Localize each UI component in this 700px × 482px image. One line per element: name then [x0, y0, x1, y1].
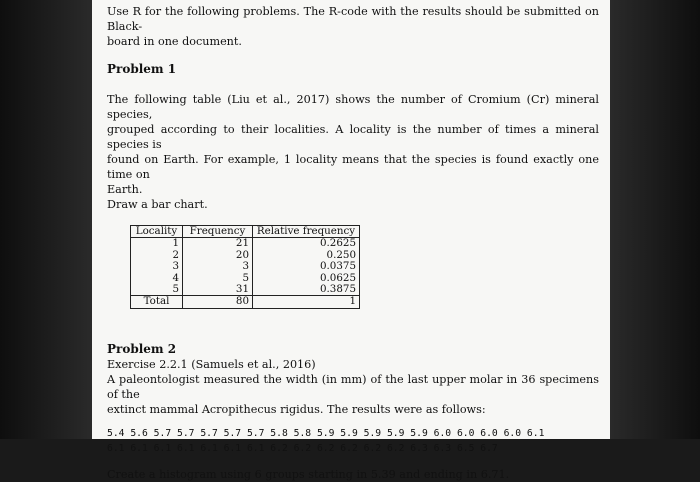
problem-2-instruction: Create a histogram using 6 groups starting in 5.39 and ending in 6.71. — [107, 467, 510, 481]
header-locality: Locality — [131, 226, 183, 238]
problem-2-line-2: extinct mammal Acropithecus rigidus. The results were as follows: — [107, 402, 486, 416]
table-cell: 0.250 — [253, 250, 360, 261]
table-cell: 31 — [183, 284, 253, 296]
data-line-2: 6.1 6.1 6.1 6.1 6.1 6.1 6.1 6.2 6.2 6.2 6.2 6.2 6.2 6.3 6.3 6.5 6.7 — [107, 442, 498, 454]
table-cell: 0.0375 — [253, 261, 360, 272]
total-label: Total — [131, 296, 183, 308]
problem-2-line-1: A paleontologist measured the width (in mm) of the last upper molar in 36 specimens of the — [107, 372, 599, 401]
problem-1-instruction: Draw a bar chart. — [107, 198, 208, 211]
total-relative-frequency: 1 — [253, 296, 360, 308]
document-page[interactable] — [92, 0, 610, 481]
document-content — [107, 4, 599, 482]
table-cell: 21 — [183, 238, 253, 250]
problem-1-line-1: The following table (Liu et al., 2017) shows the number of Cromium (Cr) mineral species, — [107, 93, 599, 121]
table-cell: 2 — [131, 250, 183, 261]
table-cell: 20 — [183, 250, 253, 261]
table-total-row — [131, 296, 360, 308]
table-cell: 1 — [131, 238, 183, 250]
table-cell: 4 — [131, 273, 183, 284]
problem-1-heading: Problem 1 — [107, 62, 177, 76]
problem-1-line-3: found on Earth. For example, 1 locality means that the species is found exactly one time on — [107, 153, 599, 181]
frequency-table — [130, 225, 360, 309]
intro-line-2: board in one document. — [107, 35, 242, 48]
table-header-row — [131, 226, 360, 238]
molar-width-data — [107, 426, 599, 456]
right-dark-margin — [610, 0, 700, 439]
table-cell: 3 — [131, 261, 183, 272]
problem-2-exercise: Exercise 2.2.1 (Samuels et al., 2016) — [107, 357, 316, 371]
problem-1-paragraph — [107, 92, 599, 197]
problem-1-line-2: grouped according to their localities. A locality is the number of times a mineral species is — [107, 123, 599, 151]
data-line-1: 5.4 5.6 5.7 5.7 5.7 5.7 5.7 5.8 5.8 5.9 5.9 5.9 5.9 5.9 6.0 6.0 6.0 6.0 6.1 — [107, 427, 545, 439]
left-dark-margin — [0, 0, 92, 439]
total-frequency: 80 — [183, 296, 253, 308]
header-frequency: Frequency — [183, 226, 253, 238]
table-cell: 3 — [183, 261, 253, 272]
header-relative-frequency: Relative frequency — [253, 226, 360, 238]
intro-line-1: Use R for the following problems. The R-code with the results should be submitted on Black- — [107, 5, 599, 33]
table-row — [131, 284, 360, 296]
table-cell: 0.2625 — [253, 238, 360, 250]
table-cell: 0.3875 — [253, 284, 360, 296]
table-cell: 0.0625 — [253, 273, 360, 284]
table-row — [131, 261, 360, 272]
table-cell: 5 — [183, 273, 253, 284]
problem-1-line-4: Earth. — [107, 183, 143, 196]
table-cell: 5 — [131, 284, 183, 296]
problem-2-heading: Problem 2 — [107, 341, 177, 356]
